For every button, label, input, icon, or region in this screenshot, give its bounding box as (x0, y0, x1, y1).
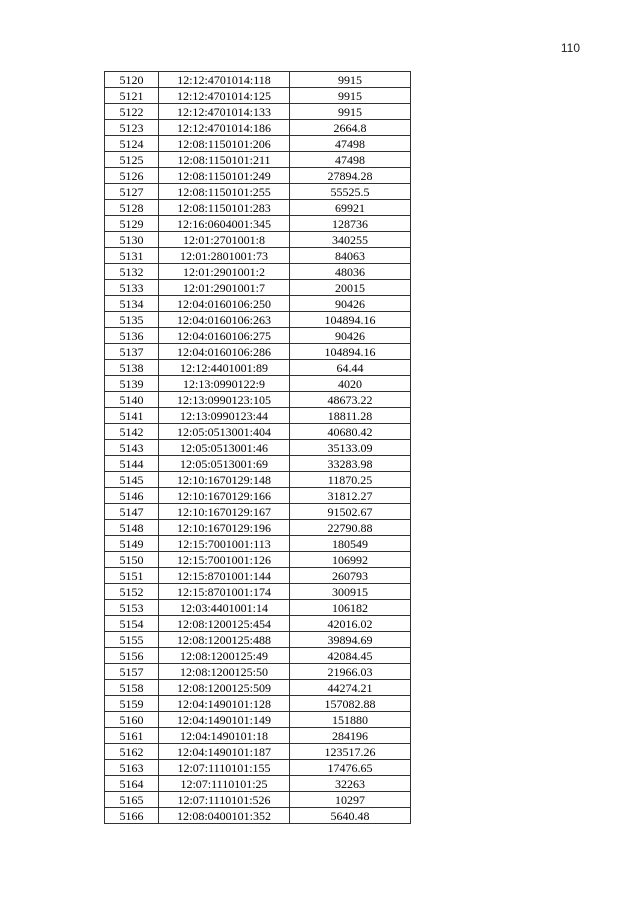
page-number: 110 (560, 41, 580, 55)
table-row (105, 488, 411, 504)
table-row (105, 728, 411, 744)
value-cell: 284196 (290, 728, 411, 744)
value-cell: 47498 (290, 152, 411, 168)
table-row (105, 808, 411, 824)
table-row (105, 344, 411, 360)
table-row (105, 584, 411, 600)
value-cell: 35133.09 (290, 440, 411, 456)
row-index-cell: 5140 (105, 392, 159, 408)
row-index-cell: 5141 (105, 408, 159, 424)
cadastral-number-cell: 12:01:2801001:73 (159, 248, 290, 264)
row-index-cell: 5165 (105, 792, 159, 808)
row-index-cell: 5126 (105, 168, 159, 184)
cadastral-number-cell: 12:01:2901001:2 (159, 264, 290, 280)
row-index-cell: 5156 (105, 648, 159, 664)
cadastral-number-cell: 12:08:1200125:509 (159, 680, 290, 696)
row-index-cell: 5125 (105, 152, 159, 168)
cadastral-number-cell: 12:08:1150101:255 (159, 184, 290, 200)
cadastral-number-cell: 12:01:2701001:8 (159, 232, 290, 248)
value-cell: 84063 (290, 248, 411, 264)
table-row (105, 392, 411, 408)
table-row (105, 376, 411, 392)
table-row (105, 200, 411, 216)
row-index-cell: 5131 (105, 248, 159, 264)
row-index-cell: 5145 (105, 472, 159, 488)
row-index-cell: 5123 (105, 120, 159, 136)
value-cell: 260793 (290, 568, 411, 584)
value-cell: 32263 (290, 776, 411, 792)
row-index-cell: 5155 (105, 632, 159, 648)
cadastral-number-cell: 12:08:1200125:50 (159, 664, 290, 680)
cadastral-number-cell: 12:08:1150101:283 (159, 200, 290, 216)
cadastral-number-cell: 12:16:0604001:345 (159, 216, 290, 232)
row-index-cell: 5132 (105, 264, 159, 280)
value-cell: 31812.27 (290, 488, 411, 504)
table-row (105, 184, 411, 200)
row-index-cell: 5164 (105, 776, 159, 792)
row-index-cell: 5121 (105, 88, 159, 104)
table-row (105, 296, 411, 312)
value-cell: 9915 (290, 104, 411, 120)
value-cell: 5640.48 (290, 808, 411, 824)
table-row (105, 472, 411, 488)
cadastral-number-cell: 12:04:1490101:187 (159, 744, 290, 760)
cadastral-number-cell: 12:04:0160106:263 (159, 312, 290, 328)
value-cell: 44274.21 (290, 680, 411, 696)
row-index-cell: 5120 (105, 72, 159, 88)
cadastral-number-cell: 12:08:1200125:488 (159, 632, 290, 648)
table-row (105, 104, 411, 120)
data-table (104, 71, 411, 824)
cadastral-number-cell: 12:04:0160106:275 (159, 328, 290, 344)
cadastral-number-cell: 12:13:0990123:44 (159, 408, 290, 424)
row-index-cell: 5146 (105, 488, 159, 504)
cadastral-number-cell: 12:03:4401001:14 (159, 600, 290, 616)
table-row (105, 792, 411, 808)
row-index-cell: 5166 (105, 808, 159, 824)
value-cell: 21966.03 (290, 664, 411, 680)
cadastral-number-cell: 12:12:4701014:125 (159, 88, 290, 104)
value-cell: 33283.98 (290, 456, 411, 472)
table-row (105, 520, 411, 536)
table-row (105, 328, 411, 344)
row-index-cell: 5122 (105, 104, 159, 120)
value-cell: 9915 (290, 72, 411, 88)
row-index-cell: 5157 (105, 664, 159, 680)
value-cell: 20015 (290, 280, 411, 296)
row-index-cell: 5139 (105, 376, 159, 392)
cadastral-number-cell: 12:13:0990122:9 (159, 376, 290, 392)
row-index-cell: 5137 (105, 344, 159, 360)
value-cell: 18811.28 (290, 408, 411, 424)
row-index-cell: 5150 (105, 552, 159, 568)
table-row (105, 360, 411, 376)
table-row (105, 440, 411, 456)
cadastral-number-cell: 12:10:1670129:196 (159, 520, 290, 536)
row-index-cell: 5162 (105, 744, 159, 760)
value-cell: 151880 (290, 712, 411, 728)
table-row (105, 504, 411, 520)
table-row (105, 136, 411, 152)
cadastral-number-cell: 12:07:1110101:155 (159, 760, 290, 776)
cadastral-number-cell: 12:15:7001001:126 (159, 552, 290, 568)
value-cell: 9915 (290, 88, 411, 104)
cadastral-number-cell: 12:12:4401001:89 (159, 360, 290, 376)
table-row (105, 696, 411, 712)
table-row (105, 568, 411, 584)
cadastral-number-cell: 12:10:1670129:166 (159, 488, 290, 504)
cadastral-number-cell: 12:12:4701014:186 (159, 120, 290, 136)
row-index-cell: 5130 (105, 232, 159, 248)
cadastral-number-cell: 12:04:0160106:286 (159, 344, 290, 360)
cadastral-number-cell: 12:07:1110101:25 (159, 776, 290, 792)
value-cell: 90426 (290, 328, 411, 344)
row-index-cell: 5154 (105, 616, 159, 632)
table-row (105, 88, 411, 104)
value-cell: 104894.16 (290, 344, 411, 360)
value-cell: 48673.22 (290, 392, 411, 408)
row-index-cell: 5148 (105, 520, 159, 536)
cadastral-number-cell: 12:13:0990123:105 (159, 392, 290, 408)
value-cell: 10297 (290, 792, 411, 808)
row-index-cell: 5151 (105, 568, 159, 584)
row-index-cell: 5149 (105, 536, 159, 552)
cadastral-number-cell: 12:12:4701014:118 (159, 72, 290, 88)
row-index-cell: 5147 (105, 504, 159, 520)
cadastral-number-cell: 12:08:1200125:454 (159, 616, 290, 632)
table-row (105, 424, 411, 440)
table-row (105, 744, 411, 760)
row-index-cell: 5158 (105, 680, 159, 696)
value-cell: 22790.88 (290, 520, 411, 536)
table-row (105, 760, 411, 776)
table-row (105, 616, 411, 632)
value-cell: 104894.16 (290, 312, 411, 328)
cadastral-number-cell: 12:05:0513001:46 (159, 440, 290, 456)
value-cell: 55525.5 (290, 184, 411, 200)
cadastral-number-cell: 12:08:1150101:206 (159, 136, 290, 152)
cadastral-number-cell: 12:08:1150101:211 (159, 152, 290, 168)
cadastral-number-cell: 12:15:8701001:144 (159, 568, 290, 584)
value-cell: 39894.69 (290, 632, 411, 648)
row-index-cell: 5142 (105, 424, 159, 440)
cadastral-number-cell: 12:15:7001001:113 (159, 536, 290, 552)
cadastral-number-cell: 12:04:1490101:149 (159, 712, 290, 728)
cadastral-number-cell: 12:05:0513001:69 (159, 456, 290, 472)
table-row (105, 232, 411, 248)
cadastral-number-cell: 12:04:0160106:250 (159, 296, 290, 312)
value-cell: 64.44 (290, 360, 411, 376)
row-index-cell: 5153 (105, 600, 159, 616)
row-index-cell: 5144 (105, 456, 159, 472)
row-index-cell: 5124 (105, 136, 159, 152)
table-row (105, 776, 411, 792)
table-row (105, 408, 411, 424)
table-row (105, 280, 411, 296)
value-cell: 4020 (290, 376, 411, 392)
table-row (105, 664, 411, 680)
cadastral-number-cell: 12:08:1150101:249 (159, 168, 290, 184)
table-row (105, 552, 411, 568)
value-cell: 11870.25 (290, 472, 411, 488)
value-cell: 106182 (290, 600, 411, 616)
table-row (105, 312, 411, 328)
table-row (105, 632, 411, 648)
table-row (105, 248, 411, 264)
table-row (105, 600, 411, 616)
cadastral-number-cell: 12:10:1670129:148 (159, 472, 290, 488)
cadastral-number-cell: 12:08:1200125:49 (159, 648, 290, 664)
cadastral-number-cell: 12:12:4701014:133 (159, 104, 290, 120)
table-row (105, 152, 411, 168)
table-row (105, 264, 411, 280)
row-index-cell: 5159 (105, 696, 159, 712)
cadastral-number-cell: 12:05:0513001:404 (159, 424, 290, 440)
table-row (105, 648, 411, 664)
table-row (105, 120, 411, 136)
value-cell: 340255 (290, 232, 411, 248)
row-index-cell: 5133 (105, 280, 159, 296)
value-cell: 17476.65 (290, 760, 411, 776)
value-cell: 27894.28 (290, 168, 411, 184)
row-index-cell: 5138 (105, 360, 159, 376)
table-row (105, 712, 411, 728)
value-cell: 47498 (290, 136, 411, 152)
table-row (105, 680, 411, 696)
value-cell: 300915 (290, 584, 411, 600)
row-index-cell: 5127 (105, 184, 159, 200)
cadastral-number-cell: 12:07:1110101:526 (159, 792, 290, 808)
row-index-cell: 5128 (105, 200, 159, 216)
row-index-cell: 5129 (105, 216, 159, 232)
value-cell: 2664.8 (290, 120, 411, 136)
value-cell: 91502.67 (290, 504, 411, 520)
value-cell: 128736 (290, 216, 411, 232)
table-row (105, 456, 411, 472)
cadastral-number-cell: 12:01:2901001:7 (159, 280, 290, 296)
cadastral-number-cell: 12:10:1670129:167 (159, 504, 290, 520)
row-index-cell: 5152 (105, 584, 159, 600)
value-cell: 42084.45 (290, 648, 411, 664)
cadastral-number-cell: 12:04:1490101:128 (159, 696, 290, 712)
table-row (105, 216, 411, 232)
cadastral-number-cell: 12:08:0400101:352 (159, 808, 290, 824)
row-index-cell: 5134 (105, 296, 159, 312)
table-row (105, 536, 411, 552)
row-index-cell: 5161 (105, 728, 159, 744)
row-index-cell: 5160 (105, 712, 159, 728)
value-cell: 106992 (290, 552, 411, 568)
row-index-cell: 5143 (105, 440, 159, 456)
value-cell: 180549 (290, 536, 411, 552)
row-index-cell: 5135 (105, 312, 159, 328)
value-cell: 157082.88 (290, 696, 411, 712)
cadastral-number-cell: 12:15:8701001:174 (159, 584, 290, 600)
value-cell: 123517.26 (290, 744, 411, 760)
row-index-cell: 5136 (105, 328, 159, 344)
value-cell: 69921 (290, 200, 411, 216)
table-row (105, 168, 411, 184)
cadastral-number-cell: 12:04:1490101:18 (159, 728, 290, 744)
table-row (105, 72, 411, 88)
value-cell: 90426 (290, 296, 411, 312)
value-cell: 48036 (290, 264, 411, 280)
table-body (105, 72, 411, 824)
row-index-cell: 5163 (105, 760, 159, 776)
value-cell: 40680.42 (290, 424, 411, 440)
value-cell: 42016.02 (290, 616, 411, 632)
